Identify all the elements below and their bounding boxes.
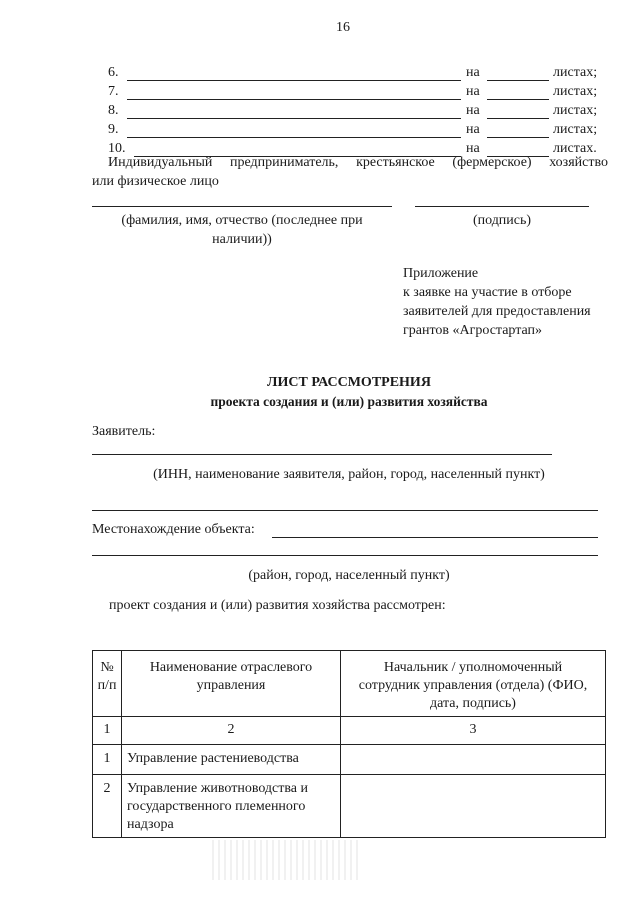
list-item-sheets: листах; (553, 103, 598, 118)
list-item-blank[interactable] (127, 137, 461, 138)
row-number: 1 (93, 745, 122, 775)
index-cell: 3 (341, 717, 606, 745)
faint-stamp-mark (212, 840, 362, 880)
header-department-line-1: Наименование отраслевого (149, 660, 313, 675)
document-title: ЛИСТ РАССМОТРЕНИЯ (267, 375, 431, 390)
location-label: Местонахождение объекта: (92, 522, 255, 537)
sheets-count-blank[interactable] (487, 99, 549, 100)
appendix-line-1: Приложение (403, 266, 479, 281)
location-input-line-2[interactable] (92, 555, 598, 556)
location-input-line[interactable] (272, 537, 598, 538)
page-number: 16 (336, 20, 350, 35)
table-row (93, 745, 606, 775)
list-item-number: 8. (108, 103, 119, 118)
list-item-number: 6. (108, 65, 119, 80)
applicant-caption: (ИНН, наименование заявителя, район, город, населенный пункт) (153, 467, 545, 482)
list-item-on: на (466, 65, 480, 80)
appendix-line-3: заявителей для предоставления (403, 304, 591, 319)
sheets-count-blank[interactable] (487, 80, 549, 81)
row-department-line-1: Управление животноводства и (127, 781, 309, 796)
review-table (92, 650, 606, 838)
header-number-line-2: п/п (97, 678, 117, 693)
list-item-number: 9. (108, 122, 119, 137)
signature-caption: (подпись) (472, 213, 532, 228)
appendix-line-2: к заявке на участие в отборе (403, 285, 572, 300)
table-row (93, 775, 606, 838)
entrepreneur-line-2: или физическое лицо (92, 174, 219, 189)
appendix-line-4: грантов «Агростартап» (403, 323, 543, 338)
row-department (122, 775, 341, 838)
applicant-label: Заявитель: (92, 424, 156, 439)
header-responsible-line-2: сотрудник управления (отдела) (ФИО, (358, 678, 588, 693)
list-item-sheets: листах; (553, 122, 598, 137)
list-item-blank[interactable] (127, 99, 461, 100)
fio-caption-line-1: (фамилия, имя, отчество (последнее при (121, 213, 363, 228)
list-item-sheets: листах; (553, 84, 598, 99)
table-header-row (93, 651, 606, 717)
header-number-line-1: № (100, 660, 114, 675)
row-department-line-1: Управление растениеводства (127, 751, 299, 766)
header-responsible-line-1: Начальник / уполномоченный (383, 660, 563, 675)
header-responsible (341, 651, 606, 717)
signature-line[interactable] (415, 206, 589, 207)
applicant-input-line-2[interactable] (92, 510, 598, 511)
list-item-sheets: листах; (553, 65, 598, 80)
table-index-row (93, 717, 606, 745)
header-number (93, 651, 122, 717)
applicant-input-line[interactable] (92, 454, 552, 455)
header-department (122, 651, 341, 717)
list-item-number: 10. (108, 141, 126, 156)
location-caption: (район, город, населенный пункт) (248, 568, 450, 583)
list-item-on: на (466, 84, 480, 99)
sheets-count-blank[interactable] (487, 118, 549, 119)
row-signature-cell[interactable] (341, 745, 606, 775)
index-cell: 2 (122, 717, 341, 745)
header-responsible-line-3: дата, подпись) (430, 696, 516, 711)
row-department-line-3: надзора (127, 817, 174, 832)
index-cell: 1 (93, 717, 122, 745)
row-signature-cell[interactable] (341, 775, 606, 838)
reviewed-text: проект создания и (или) развития хозяйства рассмотрен: (109, 598, 446, 613)
sheets-count-blank[interactable] (487, 137, 549, 138)
row-number: 2 (93, 775, 122, 838)
list-item-number: 7. (108, 84, 119, 99)
list-item-on: на (466, 141, 480, 156)
row-department (122, 745, 341, 775)
fio-caption-line-2: наличии)) (212, 232, 272, 247)
list-item-on: на (466, 103, 480, 118)
document-subtitle: проекта создания и (или) развития хозяйства (210, 394, 488, 409)
fio-signature-line[interactable] (92, 206, 392, 207)
entrepreneur-line-1: Индивидуальный предприниматель, крестьянское (фермерское) хозяйство (108, 155, 608, 170)
list-item-blank[interactable] (127, 118, 461, 119)
header-department-line-2: управления (196, 678, 266, 693)
list-item-sheets: листах. (553, 141, 597, 156)
list-item-on: на (466, 122, 480, 137)
list-item-blank[interactable] (127, 80, 461, 81)
row-department-line-2: государственного племенного (127, 799, 306, 814)
